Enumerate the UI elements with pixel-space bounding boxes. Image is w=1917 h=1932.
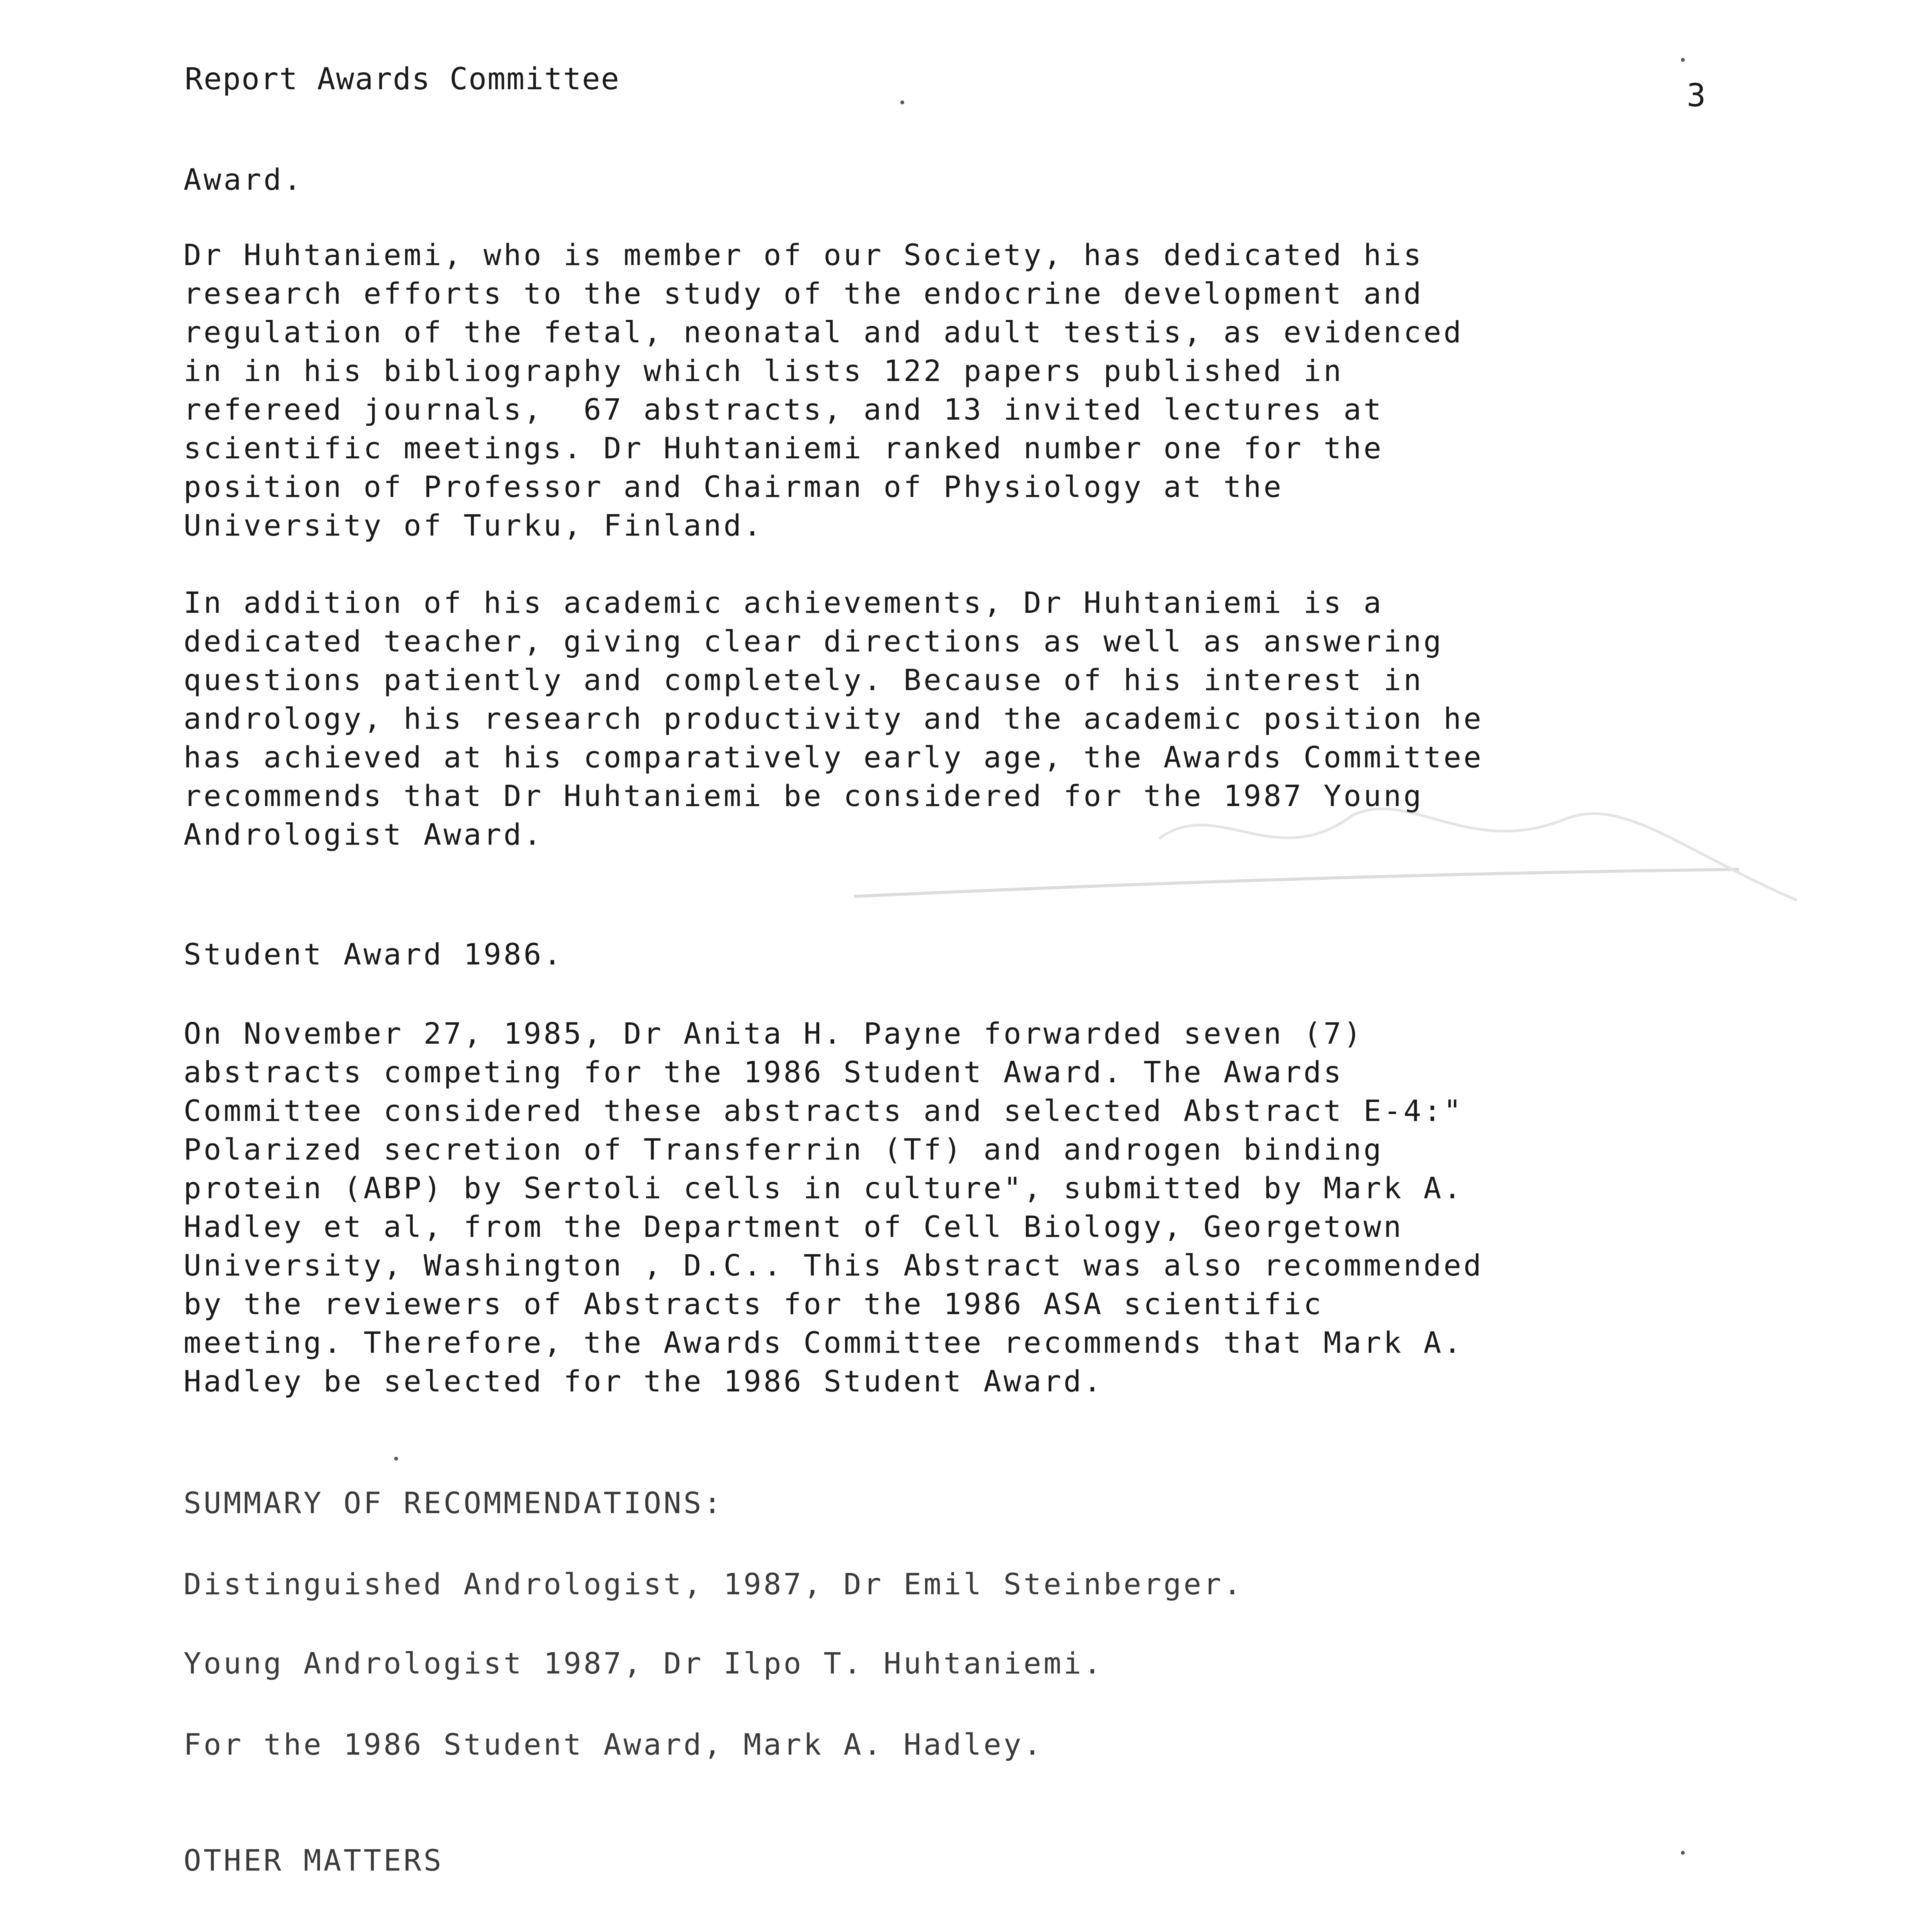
text-line: questions patiently and completely. Because of his interest in [184,663,1424,697]
text-line: Committee considered these abstracts and selected Abstract E-4:" [184,1094,1464,1128]
text-line: refereed journals, 67 abstracts, and 13 invited lectures at [184,392,1384,427]
summary-item: Young Andrologist 1987, Dr Ilpo T. Huhtaniemi. [184,1646,1104,1680]
text-line: Hadley et al, from the Department of Cell Biology, Georgetown [184,1209,1404,1244]
text-line: has achieved at his comparatively early age, the Awards Committee [184,740,1484,774]
text-line: in in his bibliography which lists 122 papers published in [184,354,1344,388]
scan-speck [394,1457,398,1461]
text-line: meeting. Therefore, the Awards Committee recommends that Mark A. [184,1325,1464,1360]
text-line: abstracts competing for the 1986 Student Award. The Awards [184,1055,1344,1089]
text-line: In addition of his academic achievements, Dr Huhtaniemi is a [184,585,1384,620]
text-line: position of Professor and Chairman of Physiology at the [184,469,1284,504]
page-number: 3 [1687,77,1706,114]
text-line: protein (ABP) by Sertoli cells in culture", submitted by Mark A. [184,1171,1464,1205]
report-header: Report Awards Committee [185,62,620,97]
summary-item: For the 1986 Student Award, Mark A. Hadley. [184,1727,1044,1762]
text-line: dedicated teacher, giving clear directions as well as answering [184,624,1444,658]
text-line: recommends that Dr Huhtaniemi be considered for the 1987 Young [184,779,1424,813]
scan-speck [1681,1851,1685,1855]
scan-speck [900,100,904,104]
section-heading-student-award: Student Award 1986. [184,937,564,971]
text-line: by the reviewers of Abstracts for the 1986 ASA scientific [184,1287,1324,1321]
text-line: regulation of the fetal, neonatal and adult testis, as evidenced [184,315,1464,349]
text-line: Hadley be selected for the 1986 Student Award. [184,1364,1104,1398]
text-line: University of Turku, Finland. [184,508,764,543]
text-line: scientific meetings. Dr Huhtaniemi ranked number one for the [184,431,1384,465]
text-line: Andrologist Award. [184,817,544,852]
section-heading-summary: SUMMARY OF RECOMMENDATIONS: [184,1486,724,1520]
text-line: Award. [184,162,304,197]
text-line: andrology, his research productivity and the academic position he [184,701,1484,736]
text-line: On November 27, 1985, Dr Anita H. Payne forwarded seven (7) [184,1016,1364,1051]
text-line: Dr Huhtaniemi, who is member of our Society, has dedicated his [184,238,1424,272]
section-heading-other-matters: OTHER MATTERS [184,1843,444,1878]
scan-speck [1681,58,1685,62]
text-line: research efforts to the study of the endocrine development and [184,276,1424,311]
text-line: Polarized secretion of Transferrin (Tf) and androgen binding [184,1132,1384,1167]
text-line: University, Washington , D.C.. This Abstract was also recommended [184,1248,1484,1282]
summary-item: Distinguished Andrologist, 1987, Dr Emil Steinberger. [184,1567,1244,1601]
